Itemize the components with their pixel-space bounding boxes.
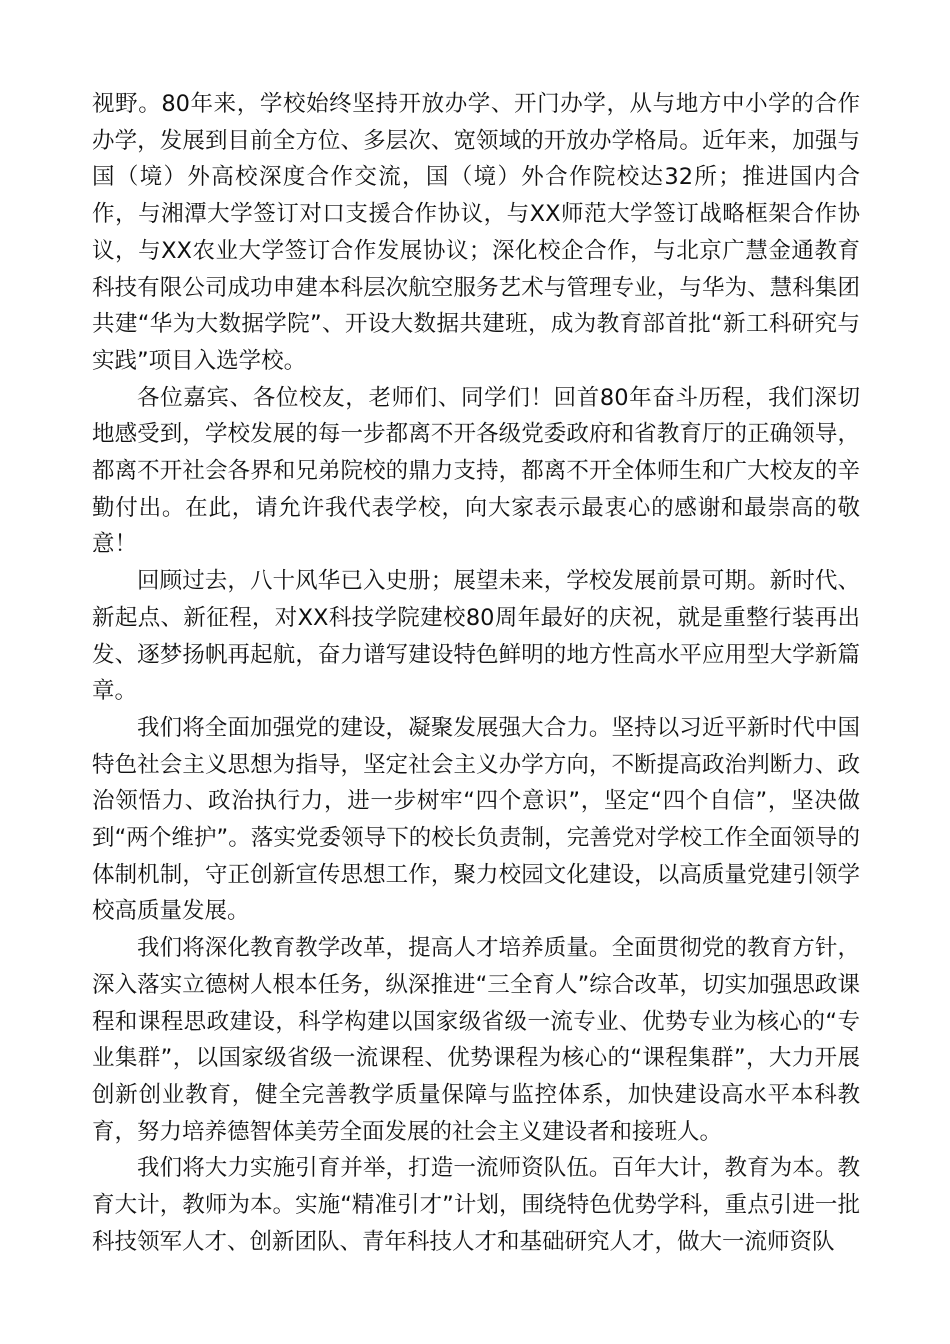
paragraph-3: 回顾过去，八十风华已入史册；展望未来，学校发展前景可期。新时代、新起点、新征程，对XX科技学院建校80周年最好的庆祝，就是重整行装再出发、逐梦扬帆再起航，奋力谱写建设特色鲜明的地方性高水平应用型大学新篇章。 <box>92 568 860 705</box>
paragraph-6: 我们将大力实施引育并举，打造一流师资队伍。百年大计，教育为本。教育大计，教师为本。实施“精准引才”计划，围绕特色优势学科，重点引进一批科技领军人才、创新团队、青年科技人才和基础研究人才，做大一流师资队 <box>92 1155 860 1255</box>
document-body <box>92 86 860 1261</box>
paragraph-1: 视野。80年来，学校始终坚持开放办学、开门办学，从与地方中小学的合作办学，发展到目前全方位、多层次、宽领域的开放办学格局。近年来，加强与国（境）外高校深度合作交流，国（境）外合作院校达32所；推进国内合作，与湘潭大学签订对口支援合作协议，与XX师范大学签订战略框架合作协议，与XX农业大学签订合作发展协议；深化校企合作，与北京广慧金通教育科技有限公司成功申建本科层次航空服务艺术与管理专业，与华为、慧科集团共建“华为大数据学院”、开设大数据共建班，成为教育部首批“新工科研究与实践”项目入选学校。 <box>92 91 860 374</box>
paragraph-2: 各位嘉宾、各位校友，老师们、同学们！回首80年奋斗历程，我们深切地感受到，学校发展的每一步都离不开各级党委政府和省教育厅的正确领导，都离不开社会各界和兄弟院校的鼎力支持，都离不开全体师生和广大校友的辛勤付出。在此，请允许我代表学校，向大家表示最衷心的感谢和最崇高的敬意！ <box>92 384 860 558</box>
paragraph-4: 我们将全面加强党的建设，凝聚发展强大合力。坚持以习近平新时代中国特色社会主义思想为指导，坚定社会主义办学方向，不断提高政治判断力、政治领悟力、政治执行力，进一步树牢“四个意识”，坚定“四个自信”，坚决做到“两个维护”。落实党委领导下的校长负责制，完善党对学校工作全面领导的体制机制，守正创新宣传思想工作，聚力校园文化建设，以高质量党建引领学校高质量发展。 <box>92 714 860 925</box>
paragraph-5: 我们将深化教育教学改革，提高人才培养质量。全面贯彻党的教育方针，深入落实立德树人根本任务，纵深推进“三全育人”综合改革，切实加强思政课程和课程思政建设，科学构建以国家级省级一流专业、优势专业为核心的“专业集群”，以国家级省级一流课程、优势课程为核心的“课程集群”，大力开展创新创业教育，健全完善教学质量保障与监控体系，加快建设高水平本科教育，努力培养德智体美劳全面发展的社会主义建设者和接班人。 <box>92 935 860 1145</box>
